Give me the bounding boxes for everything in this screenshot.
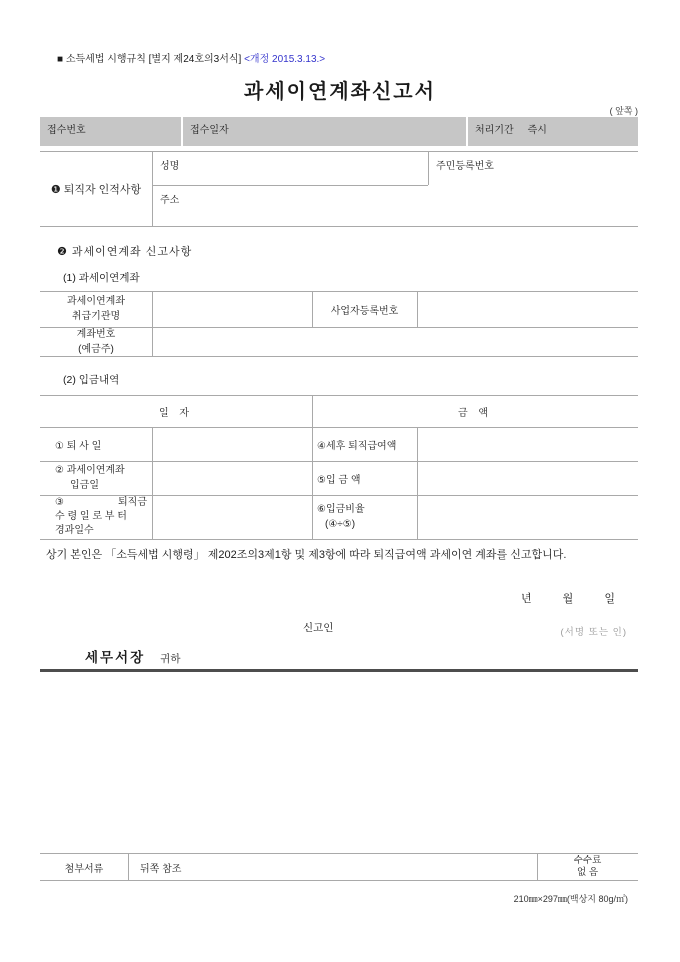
- form-revision-text: <개정 2015.3.13.>: [244, 54, 326, 65]
- name-label: 성명: [160, 161, 180, 172]
- deposit-amount-input-area[interactable]: [418, 462, 636, 494]
- declarant-label: 신고인: [303, 622, 334, 634]
- deposit-ratio-input-area[interactable]: [418, 496, 636, 538]
- institution-label-line1: 과세이연계좌: [67, 296, 125, 307]
- column-header-amount: 금 액: [457, 407, 493, 419]
- fee-label: 수수료: [573, 855, 602, 866]
- paper-spec: 210㎜×297㎜(백상지 80g/㎡): [513, 894, 628, 904]
- address-label: 주소: [160, 195, 180, 206]
- account-sub-title: (1) 과세이연계좌: [63, 272, 140, 284]
- rrn-label: 주민등록번호: [436, 161, 494, 172]
- business-number-label: 사업자등록번호: [330, 305, 399, 317]
- deposit-ratio-label: [317, 495, 365, 539]
- after-tax-benefit-label: ④세후 퇴직급여액: [317, 440, 397, 452]
- receipt-bar: [40, 117, 638, 146]
- address-input-area[interactable]: [190, 187, 630, 225]
- recipient-line: [85, 646, 180, 667]
- attachment-label: 첨부서류: [64, 863, 104, 875]
- deposit-table: [40, 395, 638, 540]
- rrn-input-area[interactable]: [505, 152, 635, 184]
- deposit-ratio-label-line2: (④÷⑤): [325, 519, 356, 530]
- elapsed-days-input-area[interactable]: [153, 496, 311, 538]
- deposit-sub-title: (2) 입금내역: [63, 374, 120, 386]
- fee-value: 없 음: [577, 867, 598, 878]
- deposit-date-input-area[interactable]: [153, 462, 311, 494]
- attachment-table: [40, 853, 638, 881]
- elapsed-days-label-line1: 퇴직금: [118, 497, 147, 508]
- elapsed-days-label-num: ③: [55, 497, 64, 508]
- declaration-text: 상기 본인은 「소득세법 시행령」 제202조의3제1항 및 제3항에 따라 퇴직급여액 과세이연 계좌를 신고합니다.: [46, 549, 567, 561]
- date-year-label: 년: [520, 593, 532, 605]
- recipient-honorific: 귀하: [160, 653, 181, 665]
- page-title: 과세이연계좌신고서: [244, 81, 436, 103]
- signature-note: (서명 또는 인): [560, 627, 627, 638]
- retiree-info-table: [40, 151, 638, 227]
- date-line: [40, 590, 615, 606]
- retirement-date-label: ① 퇴 사 일: [55, 440, 102, 452]
- account-number-label-line2: (예금주): [78, 343, 114, 355]
- report-section-title: ❷ 과세이연계좌 신고사항: [57, 246, 193, 258]
- account-table: [40, 291, 638, 357]
- date-month-label: 월: [562, 593, 574, 605]
- business-number-input-area[interactable]: [418, 292, 636, 326]
- account-number-input-area[interactable]: [153, 328, 636, 355]
- deposit-amount-label: ⑤입 금 액: [317, 474, 361, 486]
- retiree-section-title: ❶ 퇴직자 인적사항: [50, 184, 142, 196]
- after-tax-benefit-input-area[interactable]: [418, 428, 636, 460]
- column-header-date: 일 자: [158, 407, 194, 419]
- form-notice-text: ■ 소득세법 시행규칙 [별지 제24호의3서식]: [57, 54, 245, 65]
- recipient-title: 세무서장: [85, 650, 146, 665]
- processing-period-cell: [468, 117, 638, 146]
- institution-label: [40, 291, 152, 327]
- name-input-area[interactable]: [195, 152, 425, 184]
- elapsed-days-label-line3: 경과일수: [55, 525, 94, 536]
- elapsed-days-label-line2: 수 령 일 로 부 터: [55, 511, 127, 522]
- retirement-date-input-area[interactable]: [153, 428, 311, 460]
- section-divider-rule: [40, 669, 638, 672]
- account-number-label-line1: 계좌번호: [76, 328, 116, 340]
- processing-period-value: 즉시: [527, 125, 547, 136]
- deposit-ratio-label-line1: ⑥입금비율: [317, 504, 365, 515]
- date-day-label: 일: [604, 593, 615, 605]
- deposit-date-label-line2: 입금일: [70, 480, 99, 491]
- receipt-date-cell: 접수일자: [183, 117, 468, 146]
- deposit-date-label: [55, 461, 125, 495]
- fee-cell: [537, 853, 638, 881]
- processing-period-label: 처리기간: [475, 125, 514, 136]
- form-notice: [57, 50, 325, 65]
- institution-input-area[interactable]: [153, 292, 311, 326]
- elapsed-days-label: [55, 495, 147, 539]
- institution-label-line2: 취급기관명: [71, 311, 121, 322]
- attachment-value: 뒤쪽 참조: [140, 863, 182, 875]
- deposit-date-label-line1: ② 과세이연계좌: [55, 465, 125, 476]
- receipt-number-cell: 접수번호: [40, 117, 183, 146]
- page-side-label: ( 앞쪽 ): [609, 106, 638, 116]
- account-number-label: [40, 327, 152, 356]
